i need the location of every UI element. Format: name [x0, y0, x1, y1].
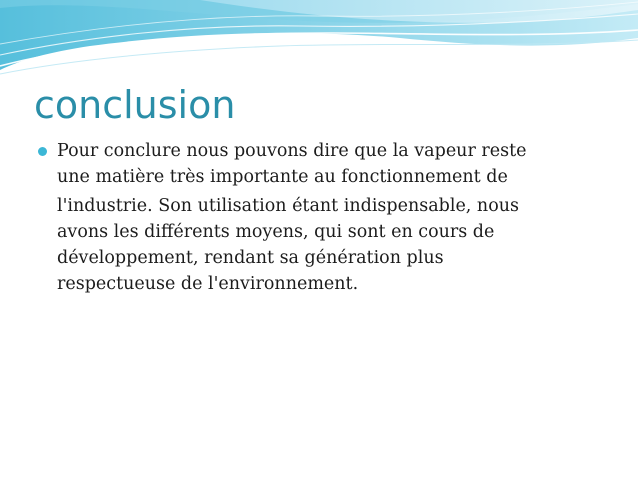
bullet-line: l'industrie. Son utilisation étant indispensable, nous: [57, 196, 519, 216]
wave-header-decoration: [0, 0, 638, 80]
bullet-text: [57, 138, 596, 297]
slide-title: conclusion: [34, 83, 236, 127]
slide-content: [36, 138, 596, 297]
bullet-dot-icon: [38, 147, 47, 156]
bullet-line: développement, rendant sa génération plus: [57, 248, 444, 268]
bullet-line: avons les différents moyens, qui sont en cours de: [57, 222, 495, 242]
bullet-item: [36, 138, 596, 297]
bullet-line: respectueuse de l'environnement.: [57, 274, 359, 294]
bullet-line: une matière très importante au fonctionnement de: [57, 167, 508, 187]
bullet-line: Pour conclure nous pouvons dire que la vapeur reste: [57, 141, 527, 161]
